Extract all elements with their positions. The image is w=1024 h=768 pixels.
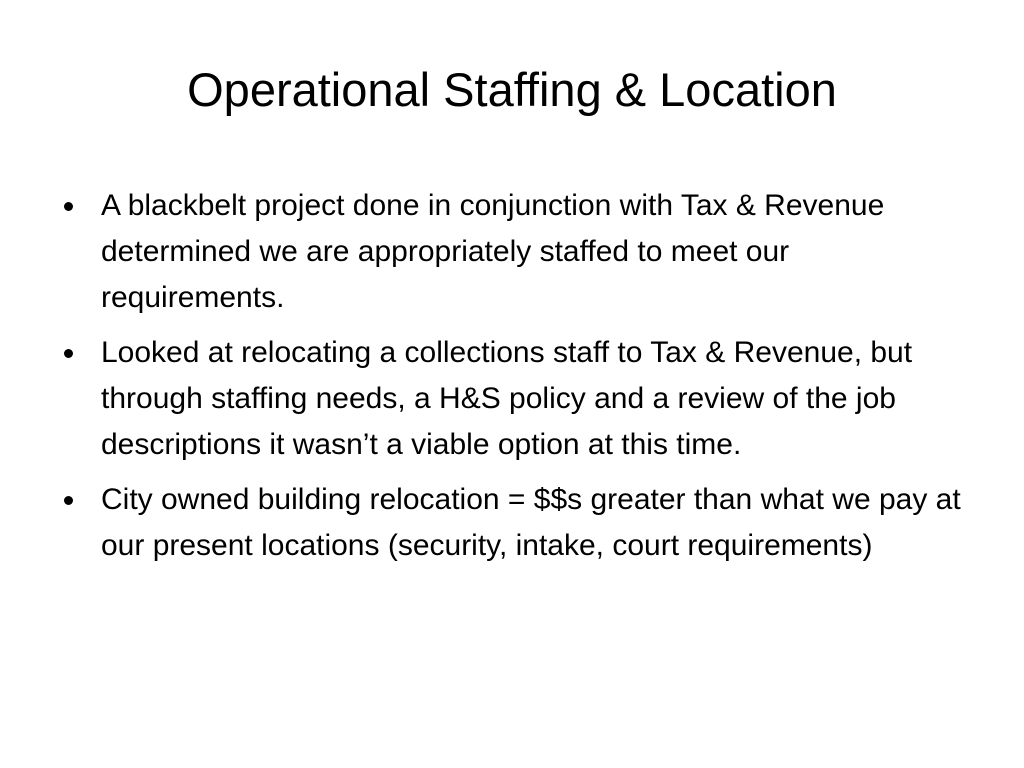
bullet-text: Looked at relocating a collections staff to Tax & Revenue, but through staffing needs, a H&S policy and a review of the job descriptions it wasn’t a viable option at this time. xyxy=(101,336,913,461)
bullet-item xyxy=(56,330,976,468)
bullet-dot-icon xyxy=(59,477,77,523)
slide-title: Operational Staffing & Location xyxy=(187,63,837,116)
bullet-dot-icon xyxy=(59,330,77,376)
bullet-text: City owned building relocation = $$s greater than what we pay at our present locations (security, intake, court requirements) xyxy=(101,483,961,562)
bullet-item xyxy=(56,477,976,569)
bullet-list xyxy=(56,183,976,578)
bullet-item xyxy=(56,183,976,321)
bullet-dot-icon xyxy=(59,183,77,229)
bullet-text: A blackbelt project done in conjunction with Tax & Revenue determined we are appropriately staffed to meet our requirements. xyxy=(101,189,885,314)
